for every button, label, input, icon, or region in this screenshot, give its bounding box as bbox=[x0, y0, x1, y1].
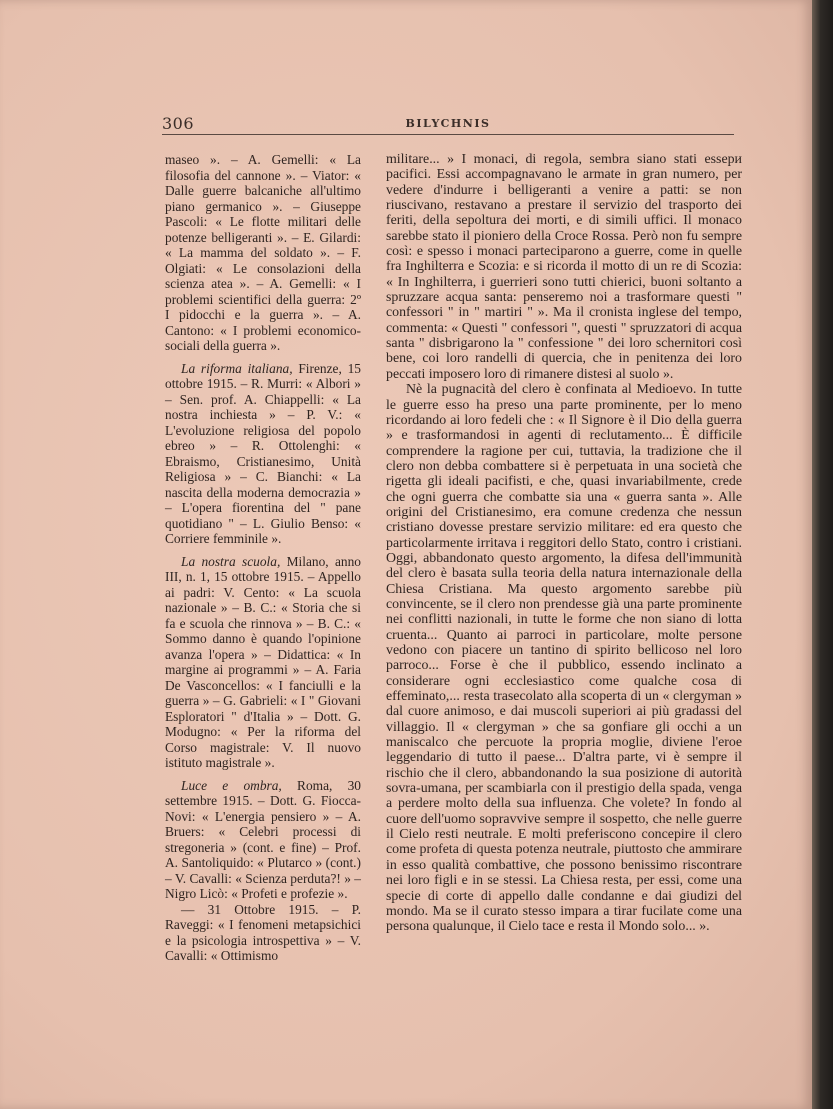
left-column bbox=[165, 152, 361, 971]
periodical-title: La nostra scuola, bbox=[181, 553, 281, 569]
periodical-title: Luce e ombra, bbox=[181, 777, 282, 793]
page-header bbox=[162, 114, 734, 134]
left-paragraph bbox=[165, 902, 361, 964]
paragraph-text: Firenze, 15 ottobre 1915. – R. Murri: « Albori » – Sen. prof. A. Chiappelli: « La nostra inchiesta » – P. V.: « L'evoluzione religiosa del popolo ebreo » – R. Ottolenghi: « Ebraismo, Cristianesimo, Unità Religiosa » – C. Bianchi: « La nascita della moderna democrazia » – L'opera fiorentina del " pane quotidiano " – L. Giulio Benso: « Corriere femminile ». bbox=[165, 360, 361, 546]
paragraph-text: — 31 Ottobre 1915. – P. Raveggi: « I fenomeni metapsichici e la psicologia introspettiva » – V. Cavalli: « Ottimismo bbox=[165, 901, 361, 963]
right-column bbox=[386, 152, 742, 935]
left-paragraph bbox=[165, 361, 361, 547]
paragraph-text: maseo ». – A. Gemelli: « La filosofia del cannone ». – Viator: « Dalle guerre balcaniche all'ultimo piano germanico ». – Giuseppe Pascoli: « Le flotte militari delle potenze belligeranti ». – E. Gilardi: « La mamma del soldato ». – F. Olgiati: « Le consolazioni della scienza atea ». – A. Gemelli: « I problemi scientifici della guerra: 2º I pidocchi e la guerra ». – A. Cantono: « I problemi economico-sociali della guerra ». bbox=[165, 152, 361, 353]
paragraph-text: Milano, anno III, n. 1, 15 ottobre 1915. – Appello ai padri: V. Cento: « La scuola nazionale » – B. C.: « Storia che si fa e scuola che rinnova » – B. C.: « Sommo danno è quando l'opinione avanza l'opera » – Didattica: « In margine ai programmi » – A. Faria De Vasconcellos: « I fanciulli e la guerra » – G. Gabrieli: « I " Giovani Esploratori " d'Italia » – Dott. G. Modugno: « Per la riforma del Corso magistrale: V. Il nuovo istituto magistrale ». bbox=[165, 553, 361, 770]
periodical-title: La riforma italiana, bbox=[181, 360, 293, 376]
running-head: BILYCHNIS bbox=[405, 117, 491, 130]
page-number: 306 bbox=[162, 114, 195, 133]
right-paragraph: militare... » I monaci, di regola, sembra siano stati essери pacifici. Essi accompagnavano le armate in gran numero, per vedere d'indurre i belligeranti a venire a patti: se non riuscivano, restavano a prestare il servizio del trasporto dei feriti, della sepoltura dei morti, e di simili uffici. Il monaco sarebbe stato il pioniero della Croce Rossa. Però non fu sempre così: e spesso i monaci parteciparono a guerre, come in quelle fra Inghilterra e Scozia: e si ricorda il motto di un re di Scozia: « In Inghilterra, i guerrieri sono tutti chierici, buoni soltanto a spruzzare acqua santa: penseremo noi a trasformare questi " confessori " in " martiri " ». Ma il cronista inglese del tempo, commenta: « Questi " confessori ", questi " spruzzatori di acqua santa " disbrigarono la " confessione " dei loro schernitori così bene, coi loro randelli di quercia, che in penitenza dei loro peccati imposero loro di rimanere distesi al suolo ». bbox=[386, 152, 742, 382]
paragraph-text: Roma, 30 settembre 1915. – Dott. G. Fiocca-Novi: « L'energia pensiero » – A. Bruers: « Celebri processi di stregoneria » (cont. e fine) – Prof. A. Santoliquido: « Plutarco » (cont.) – V. Cavalli: « Scienza perduta?! » – Nigro Licò: « Profeti e profezie ». bbox=[165, 777, 361, 901]
left-paragraph bbox=[165, 554, 361, 771]
left-paragraph bbox=[165, 778, 361, 902]
book-edge bbox=[812, 0, 833, 1109]
left-paragraph bbox=[165, 152, 361, 354]
right-paragraph: Nè la pugnacità del clero è confinata al Medioevo. In tutte le guerre esso ha preso una parte prominente, per lo meno ricordando ai loro fedeli che : « Il Signore è il Dio della guerra » e trasformandosi in agenti di reclutamento... È difficile comprendere la ragione per cui, tuttavia, la tradizione che il clero non debba combattere si è perpetuata in una società che rigetta gli ideali pacifisti, e che, quasi invariabilmente, crede che ogni guerra che combatte sia una « guerra santa ». Alle origini del Cristianesimo, era comune credenza che nessun cristiano dovesse prestare servizio militare: ed era questo che particolarmente irritava i reggitori dello Stato, contro i cristiani. Oggi, abbandonato questo argomento, la difesa dell'immunità del clero è basata sulla teoria della natura internazionale della Chiesa Cristiana. Ma questo argomento sarebbe più convincente, se il clero non prendesse già una parte prominente nei conflitti nazionali, in tutte le forme che non siano di lotta cruenta... Quanto ai parroci in particolare, molte persone vedono con piacere un tantino di spirito bellicoso nel loro parroco... Forse è che il pubblico, essendo inclinato a considerare ogni ecclesiastico come qualche cosa di effeminato,... resta trasecolato alla scoperta di un « clergyman » dal cuore animoso, e dai muscoli superiori ai più gradassi del villaggio. Il « clergyman » che sa gonfiare gli occhi a un maniscalco che percuote la propria moglie, diviene l'eroe leggendario di tutto il paese... D'altra parte, vi è sempre il rischio che il clero, abbandonando la sua posizione di autorità sovra-umana, per scambiarla con il prestigio della spada, venga a perdere molto della sua influenza. Che volete? In fondo al cuore dell'uomo sopravvive sempre il sospetto, che nelle guerre il Cielo resti neutrale. E molti preferiscono concepire il clero come profeta di questa potenza neutrale, piuttosto che ammirare in esso qualità combattive, che possono benissimo riscontrare nei loro figli e in se stessi. La Chiesa resta, per essi, come una specie di corte di appello dalle condanne e dai giudizi del mondo. Ma se il curato stesso impara a tirar fucilate come una persona qualunque, il Cielo tace e resta il Mondo solo... ». bbox=[386, 382, 742, 935]
header-rule bbox=[162, 134, 734, 135]
